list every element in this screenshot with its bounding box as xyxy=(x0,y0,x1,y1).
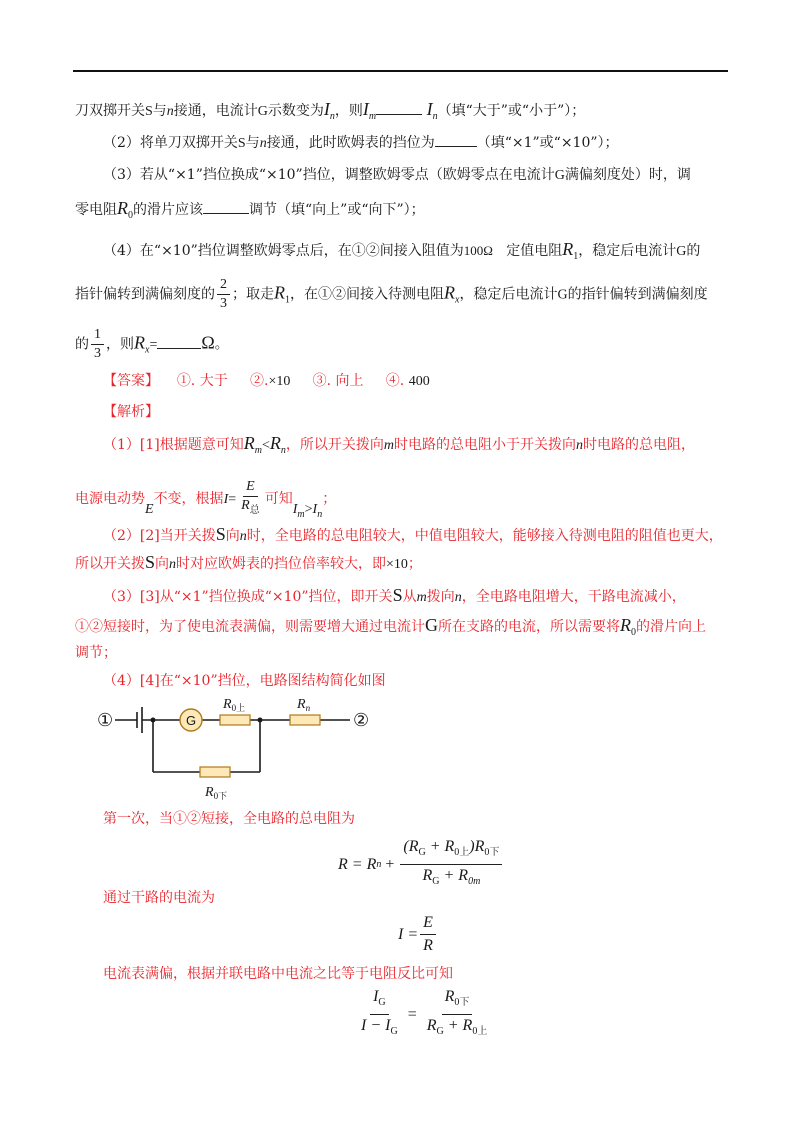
terminal-1: ① xyxy=(97,710,114,731)
junction-dot-left xyxy=(151,718,156,723)
analysis-line-2: 电源电动势E不变，根据I= $\frac{E}{R_总}$ 可知$I_m>I_n$； xyxy=(75,479,337,520)
fraction-two-thirds: $\frac{2}{3}$ xyxy=(217,276,230,313)
junction-dot-right xyxy=(258,718,263,723)
question-line-7: 的 $\frac{1}{3}$ ，则$R_x= \Omega$。 xyxy=(75,327,229,361)
label-rn: $R_n$ xyxy=(297,697,311,713)
galvanometer-label: G xyxy=(186,713,197,728)
question-line-4: 零电阻$R_0$的滑片应该 调节（填“向上”或“向下”）； xyxy=(75,198,425,221)
blank-2 xyxy=(435,132,477,147)
fraction-one-third: $\frac{1}{3}$ xyxy=(91,326,104,363)
label-r0-upper: $R_{0上}$ xyxy=(223,697,246,713)
blank-1 xyxy=(376,100,422,115)
resistor-r0-upper xyxy=(220,715,250,725)
question-line-2: （2）将单刀双掷开关S与n接通，此时欧姆表的挡位为 （填“×1”或“×10”）； xyxy=(103,132,619,155)
answer-label: 【答案】 xyxy=(103,373,159,389)
answer-line: 【答案】 ①. 大于 ②.×10 ③. 向上 ④. 400 xyxy=(103,373,430,389)
equation-current-ratio: $\frac{I_G}{I - I_G}$ = $\frac{R_{0下}}{R_G + R_{0上}}$ xyxy=(361,988,488,1038)
question-line-3: （3）若从“×1”挡位换成“×10”挡位，调整欧姆零点（欧姆零点在电流计G满偏刻度处）时，调 xyxy=(103,167,691,183)
label-r0-lower: $R_{0下}$ xyxy=(205,785,228,801)
analysis-line-8: （4）[4]在“×10”挡位，电路图结构简化如图 xyxy=(103,673,386,689)
analysis-line-1: （1）[1]根据题意可知$R_m<R_n$，所以开关拨向m时电路的总电阻小于开关拨向n时电路的总电阻， xyxy=(103,433,696,456)
analysis-line-7: 调节； xyxy=(75,645,117,661)
analysis-line-3: （2）[2]当开关拨S向n时，全电路的总电阻较大，中值电阻较大，能够接入待测电阻的阻值也更大， xyxy=(103,524,723,544)
blank-4 xyxy=(157,340,201,349)
header-rule xyxy=(73,70,728,72)
question-line-5: （4）在“×10”挡位调整欧姆零点后，在①②间接入阻值为100Ω 定值电阻$R_1$，稳定后电流计G的 xyxy=(103,239,701,262)
blank-3 xyxy=(203,199,249,214)
resistor-r0-lower xyxy=(200,767,230,777)
terminal-2: ② xyxy=(353,710,370,731)
analysis-line-9: 第一次，当①②短接，全电路的总电阻为 xyxy=(103,811,355,827)
equation-total-resistance: R = R n + $\frac{(R_G + R_{0上})R_{0下}}{R_G + R_{0m}}$ xyxy=(338,836,504,893)
analysis-line-6: ①②短接时，为了使电流表满偏，则需要增大通过电流计G所在支路的电流，所以需要将$R_0$的滑片向上 xyxy=(75,615,706,638)
circuit-diagram xyxy=(95,690,375,805)
analysis-line-10: 通过干路的电流为 xyxy=(103,890,215,906)
question-line-6: 指针偏转到满偏刻度的 $\frac{2}{3}$ ；取走$R_1$，在①②间接入待测电阻$R_x$，稳定后电流计G的指针偏转到满偏刻度 xyxy=(75,277,708,311)
equation-current: I = $\frac{E}{R}$ xyxy=(398,912,438,957)
resistor-rn xyxy=(290,715,320,725)
fraction-e-over-r: $\frac{E}{R_总}$ xyxy=(241,479,260,516)
analysis-label: 【解析】 xyxy=(103,404,159,420)
analysis-line-4: 所以开关拨S向n时对应欧姆表的挡位倍率较大，即×10； xyxy=(75,552,422,572)
analysis-line-11: 电流表满偏，根据并联电路中电流之比等于电阻反比可知 xyxy=(103,966,453,982)
question-line-1: 刀双掷开关S与n接通，电流计G示数变为$I_n$，则$I_m$ $I_n$（填“大于”或“小于”）； xyxy=(75,99,586,122)
analysis-line-5: （3）[3]从“×1”挡位换成“×10”挡位，即开关S从m拨向n，全电路电阻增大，干路电流减小， xyxy=(103,585,686,605)
